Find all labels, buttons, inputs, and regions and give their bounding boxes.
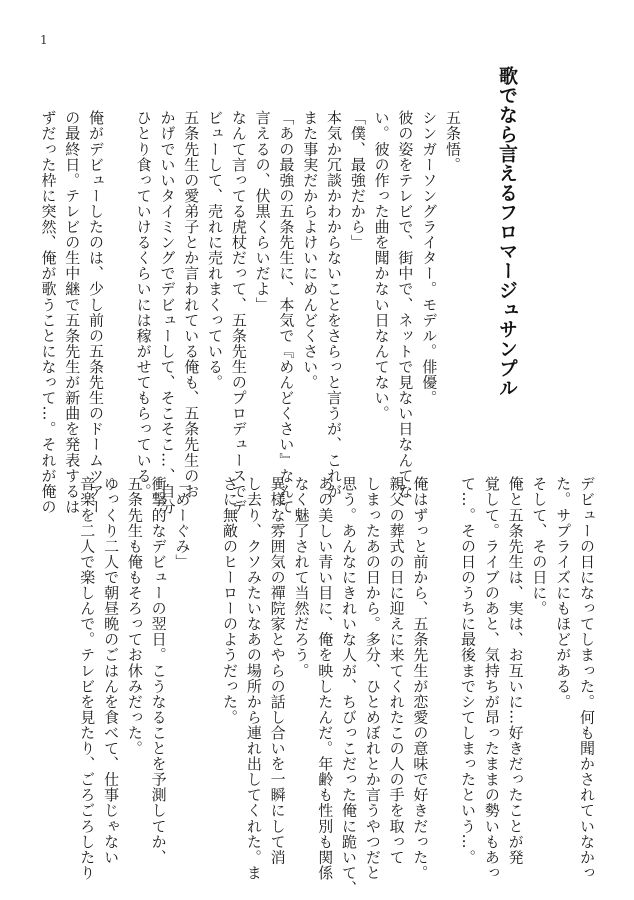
text-line: い。彼の作った曲を聞かない日なんてない。 — [372, 110, 391, 421]
text-line: 覚して。ライブのあと、気持ちが昂ったままの勢いもあっ — [482, 476, 501, 881]
text-line: 衝撃的なデビューの翌日。こうなることを予測してか、 — [149, 476, 168, 865]
text-line: 音楽を二人で楽しんで。テレビを見たり、ごろごろしたり — [78, 476, 97, 881]
text-line: 「あの最強の五条先生に、本気で『めんどくさい』なんて — [277, 110, 296, 515]
text-line: の最終日。テレビの生中継で五条先生が新曲を発表するは — [63, 110, 82, 515]
text-line: 五条悟。 — [444, 110, 462, 173]
text-line: ビューして、売れに売れまくっている。 — [206, 110, 225, 390]
page-number: 1 — [40, 33, 48, 47]
text-line: かげでいいタイミングでデビューして、そこそこ…、自分 — [158, 110, 177, 515]
text-line: 五条先生の愛弟子とか言われている俺も、五条先生のお — [182, 110, 201, 499]
text-line: 「僕、最強だから」 — [348, 110, 367, 250]
text-line: 思う。あんなにきれいな人が、ちびっこだった俺に跪いて、 — [340, 476, 359, 896]
text-line: また事実だからよけいにめんどくさい。 — [301, 110, 320, 390]
text-line: ずだった枠に突然、俺が歌うことになって…。それが俺の — [39, 110, 58, 515]
text-line: デビューの日になってしまった。何も聞かされていなかっ — [578, 476, 596, 881]
text-line: ひとり食っていけるくらいには稼がせてもらっている。 — [134, 110, 153, 499]
blank-line — [107, 110, 131, 445]
text-line: さに無敵のヒーローのようだった。 — [221, 476, 240, 725]
text-line: し去り、クソみたいなあの場所から連れ出してくれた。ま — [244, 476, 263, 881]
blank-line — [193, 476, 217, 826]
text-line: なく魅了されて当然だろう。 — [292, 476, 311, 679]
document-title: 歌でなら言えるフロマージュサンプル — [496, 66, 518, 398]
text-line: ゆっくり二人で朝昼晩のごはんを食べて、仕事じゃない — [102, 476, 121, 865]
text-line: て…。その日のうちに最後までシてしまったという…。 — [459, 476, 478, 865]
text-line: 彼の姿をテレビで、街中で、ネットで見ない日なんてな — [396, 110, 415, 499]
text-line: シンガーソングライター。モデル。俳優。 — [420, 110, 439, 406]
text-line: あの美しい青い目に、俺を映したんだ。年齢も性別も関係 — [316, 476, 335, 881]
text-line: なんて言ってる虎杖だって、五条先生のプロデュースでデ — [229, 110, 248, 515]
text-line: 俺がデビューしたのは、少し前の五条先生のドームツアー — [87, 110, 106, 515]
text-line: 本気か冗談かわからないことをさらっと言うが、これが — [325, 110, 344, 499]
text-line: 俺と五条先生は、実は、お互いに…好きだったことが発 — [506, 476, 525, 865]
text-line: そして、その日に。 — [530, 476, 549, 616]
text-line: た。サプライズにもほどがある。 — [554, 476, 573, 710]
text-line: 五条先生も俺もそろってお休みだった。 — [125, 476, 144, 756]
text-line: しまったあの日から。多分、ひとめぼれとか言うやつだと — [363, 476, 382, 881]
blank-line — [431, 476, 455, 826]
text-line: 異様な雰囲気の禪院家とやらの話し合いを一瞬にして消 — [268, 476, 287, 865]
text-line: 言えるの、伏黒くらいだよ」 — [253, 110, 272, 313]
text-column-top — [39, 110, 464, 515]
text-line: 俺はずっと前から、五条先生が恋愛の意味で好きだった。 — [411, 476, 430, 881]
text-column-bottom — [42, 476, 598, 896]
text-line: 「めーぐみ」 — [173, 476, 192, 570]
text-line: 親父の葬式の日に迎えに来てくれたこの人の手を取って — [387, 476, 406, 865]
